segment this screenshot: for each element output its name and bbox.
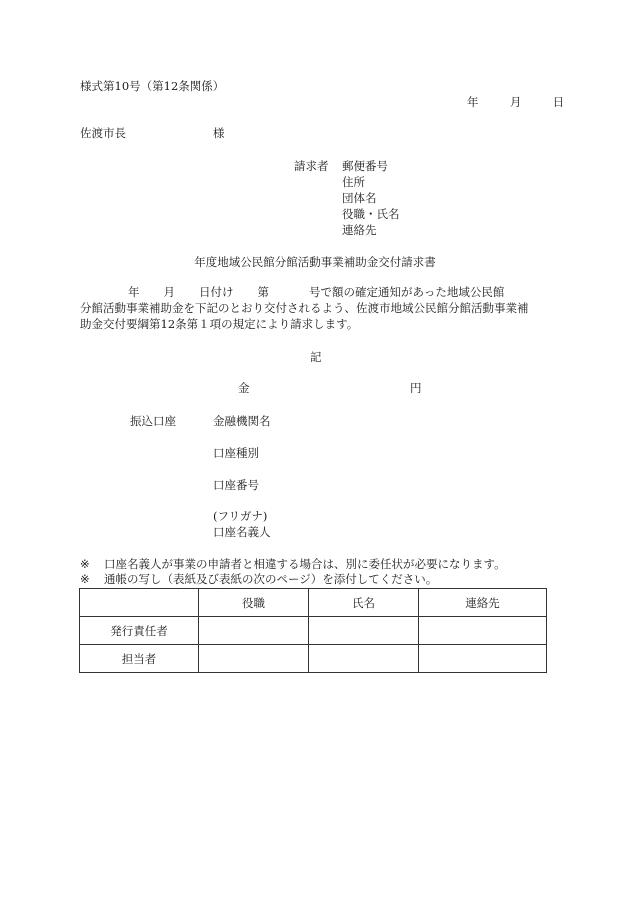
- bank-field-institution: 金融機関名: [213, 414, 271, 428]
- amount-unit: 円: [410, 381, 422, 395]
- note-1-mark: ※: [80, 557, 90, 571]
- person-in-charge-contact-cell: [419, 645, 547, 673]
- request-body: [80, 284, 552, 332]
- row-label-person-in-charge: 担当者: [80, 645, 199, 673]
- body-line-3: 助金交付要綱第12条第１項の規定により請求します。: [80, 317, 359, 331]
- addressee-honorific: 様: [213, 126, 225, 140]
- bank-label: 振込口座: [130, 414, 176, 428]
- date-year: 年: [467, 95, 479, 109]
- row-label-issuer: 発行責任者: [80, 617, 199, 645]
- amount-label: 金: [238, 381, 250, 395]
- note-1-text: 口座名義人が事業の申請者と相違する場合は、別に委任状が必要になります。: [104, 557, 506, 571]
- table-row: [80, 617, 547, 645]
- body-go: 号で額の確定通知があった地域公民館: [309, 285, 505, 299]
- body-line-1: [80, 284, 552, 300]
- table-header-position: 役職: [199, 589, 309, 617]
- date-line: [467, 94, 564, 110]
- date-day: 日: [552, 95, 565, 109]
- bank-field-account-holder: 口座名義人: [213, 525, 271, 539]
- note-2-text: 通帳の写し（表紙及び表紙の次のページ）を添付してください。: [104, 572, 438, 586]
- issuer-position-cell: [199, 617, 309, 645]
- bank-field-account-type: 口座種別: [213, 446, 259, 460]
- form-number: 様式第10号（第12条関係）: [80, 79, 225, 93]
- body-day: 日付け: [199, 285, 234, 299]
- ki-mark: 記: [310, 350, 322, 364]
- bank-field-furigana: (フリガナ): [213, 509, 268, 523]
- issuer-name-cell: [309, 617, 419, 645]
- applicant-field-organization: 団体名: [342, 191, 377, 205]
- person-in-charge-name-cell: [309, 645, 419, 673]
- document-title: 年度地域公民館分館活動事業補助金交付請求書: [194, 255, 436, 269]
- date-month: 月: [509, 95, 522, 109]
- bank-field-account-number: 口座番号: [213, 478, 259, 492]
- applicant-field-position-name: 役職・氏名: [342, 207, 400, 221]
- applicant-field-address: 住所: [342, 175, 365, 189]
- table-row: [80, 645, 547, 673]
- applicant-field-postal: 郵便番号: [342, 159, 388, 173]
- issuer-contact-cell: [419, 617, 547, 645]
- note-2-mark: ※: [80, 572, 90, 586]
- responsible-persons-table: [79, 588, 547, 673]
- table-header-contact: 連絡先: [419, 589, 547, 617]
- table-header-name: 氏名: [309, 589, 419, 617]
- body-line-2: 分館活動事業補助金を下記のとおり交付されるよう、佐渡市地域公民館分館活動事業補: [80, 301, 529, 315]
- applicant-field-contact: 連絡先: [342, 223, 377, 237]
- body-dai: 第: [257, 285, 269, 299]
- addressee-name: 佐渡市長: [80, 126, 126, 140]
- body-year: 年: [128, 285, 140, 299]
- table-header-row: [80, 589, 547, 617]
- person-in-charge-position-cell: [199, 645, 309, 673]
- table-header-blank: [80, 589, 199, 617]
- applicant-label: 請求者: [294, 159, 329, 173]
- body-month: 月: [163, 285, 175, 299]
